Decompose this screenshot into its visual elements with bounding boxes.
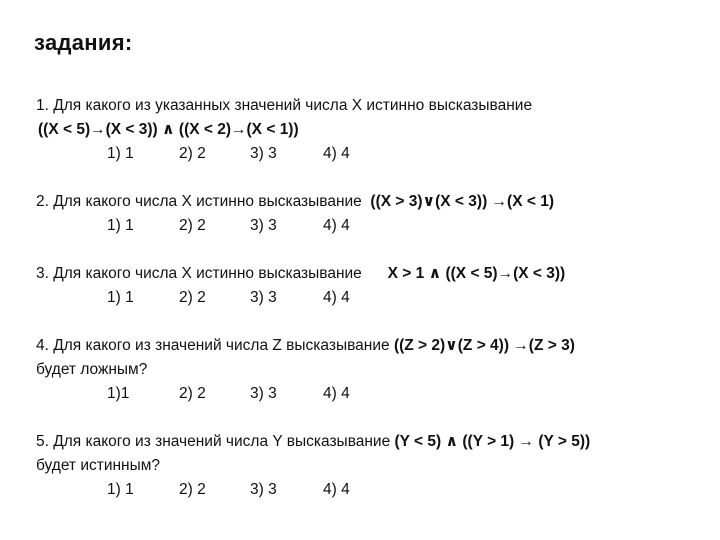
task-4-prefix: 4. Для какого из значений числа Z высказывание (36, 337, 394, 354)
task-2-option-3: 3) 3 (250, 217, 277, 234)
task-3-prefix: 3. Для какого числа X истинно высказывание (36, 265, 388, 282)
task-2-option-4: 4) 4 (323, 217, 350, 234)
task-4-option-1: 1)1 (107, 385, 130, 402)
task-5-prefix: 5. Для какого из значений числа Y высказывание (36, 433, 395, 450)
task-4-question (36, 336, 575, 356)
task-5-option-1: 1) 1 (107, 481, 134, 498)
task-4-option-2: 2) 2 (179, 385, 206, 402)
task-5-option-3: 3) 3 (250, 481, 277, 498)
task-4-option-4: 4) 4 (323, 385, 350, 402)
task-3-question (36, 264, 565, 284)
task-5-option-4: 4) 4 (323, 481, 350, 498)
task-1-option-1: 1) 1 (107, 145, 134, 162)
task-5-expression: (Y < 5) ∧ ((Y > 1) → (Y > 5)) (394, 433, 591, 450)
task-3-option-4: 4) 4 (323, 289, 350, 306)
task-1-expression: ((X < 5)→(X < 3)) ∧ ((X < 2)→(X < 1)) (38, 121, 299, 138)
task-2-option-1: 1) 1 (107, 217, 134, 234)
task-3-option-2: 2) 2 (179, 289, 206, 306)
task-2-prefix: 2. Для какого числа X истинно высказывание (36, 193, 371, 210)
task-2-question (36, 192, 554, 212)
task-4-option-3: 3) 3 (250, 385, 277, 402)
task-3-expression: X > 1 ∧ ((X < 5)→(X < 3)) (387, 265, 566, 282)
task-1-question: 1. Для какого из указанных значений числа X истинно высказывание (36, 97, 533, 114)
task-1-option-2: 2) 2 (179, 145, 206, 162)
task-2-option-2: 2) 2 (179, 217, 206, 234)
task-2-expression: ((X > 3)∨(X < 3)) →(X < 1) (370, 193, 554, 210)
task-5-option-2: 2) 2 (179, 481, 206, 498)
task-3-option-3: 3) 3 (250, 289, 277, 306)
task-5-question (36, 432, 590, 452)
task-5-question-end: будет истинным? (36, 457, 161, 474)
task-4-expression: ((Z > 2)∨(Z > 4)) →(Z > 3) (393, 337, 575, 354)
page-title: задания: (34, 30, 133, 55)
task-1-option-3: 3) 3 (250, 145, 277, 162)
task-4-question-end: будет ложным? (36, 361, 148, 378)
task-1-option-4: 4) 4 (323, 145, 350, 162)
task-3-option-1: 1) 1 (107, 289, 134, 306)
